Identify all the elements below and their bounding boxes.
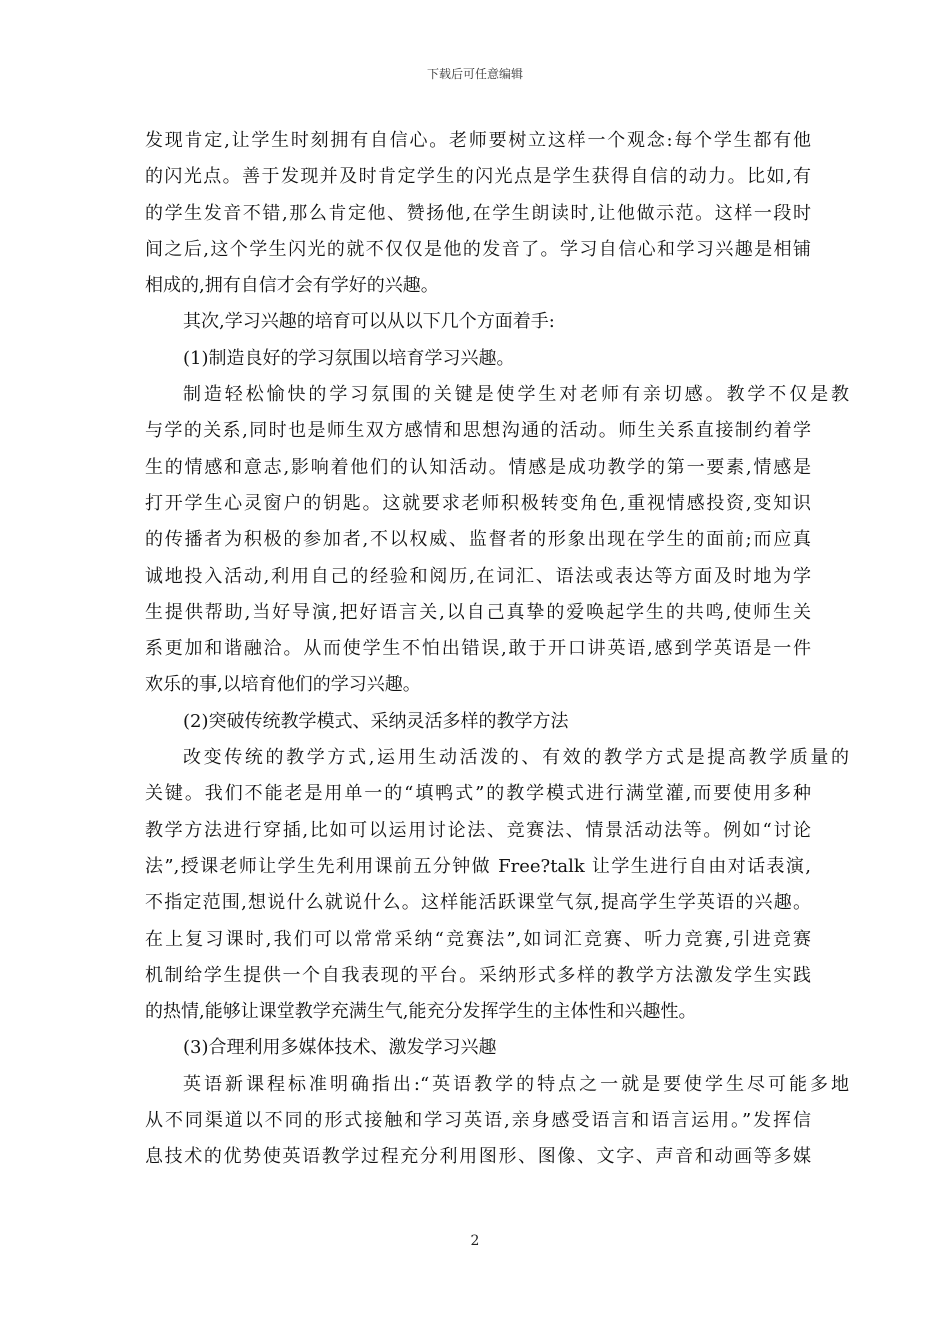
- page-number: 2: [470, 1233, 480, 1249]
- text-line: 生提供帮助,当好导演,把好语言关,以自己真挚的爱唤起学生的共鸣,使师生关: [145, 601, 811, 623]
- text-line: 系更加和谐融洽。从而使学生不怕出错误,敢于开口讲英语,感到学英语是一件: [145, 638, 811, 660]
- text-line: 从不同渠道以不同的形式接触和学习英语,亲身感受语言和语言运用。”发挥信: [145, 1110, 811, 1132]
- text-line: 发现肯定,让学生时刻拥有自信心。老师要树立这样一个观念:每个学生都有他: [145, 130, 811, 151]
- text-line: 相成的,拥有自信才会有学好的兴趣。: [145, 275, 439, 297]
- text-line: 生的情感和意志,影响着他们的认知活动。情感是成功教学的第一要素,情感是: [145, 456, 811, 478]
- text-line: 法”,授课老师让学生先利用课前五分钟做 Free?talk 让学生进行自由对话表演,: [145, 855, 811, 877]
- text-line: 制造轻松愉快的学习氛围的关键是使学生对老师有亲切感。教学不仅是教: [183, 384, 849, 406]
- text-line: 欢乐的事,以培育他们的学习兴趣。: [145, 674, 421, 696]
- text-line: (2)突破传统教学模式、采纳灵活多样的教学方法: [183, 710, 569, 732]
- text-line: 机制给学生提供一个自我表现的平台。采纳形式多样的教学方法激发学生实践: [145, 964, 811, 986]
- text-line: 不指定范围,想说什么就说什么。这样能活跃课堂气氛,提高学生学英语的兴趣。: [145, 892, 811, 914]
- text-line: (3)合理利用多媒体技术、激发学习兴趣: [183, 1037, 497, 1059]
- text-line: 英语新课程标准明确指出:“英语教学的特点之一就是要使学生尽可能多地: [183, 1073, 849, 1095]
- text-line: 关键。我们不能老是用单一的“填鸭式”的教学模式进行满堂灌,而要使用多种: [145, 783, 811, 805]
- page-header: 下载后可任意编辑: [426, 67, 523, 81]
- text-line: 的学生发音不错,那么肯定他、赞扬他,在学生朗读时,让他做示范。这样一段时: [145, 202, 811, 224]
- text-line: 息技术的优势使英语教学过程充分利用图形、图像、文字、声音和动画等多媒: [145, 1146, 811, 1168]
- text-line: (1)制造良好的学习氛围以培育学习兴趣。: [183, 347, 515, 369]
- text-line: 在上复习课时,我们可以常常采纳“竞赛法”,如词汇竞赛、听力竞赛,引进竞赛: [145, 928, 811, 950]
- text-line: 改变传统的教学方式,运用生动活泼的、有效的教学方式是提高教学质量的: [183, 747, 849, 769]
- text-line: 的闪光点。善于发现并及时肯定学生的闪光点是学生获得自信的动力。比如,有: [145, 166, 811, 188]
- text-line: 的传播者为积极的参加者,不以权威、监督者的形象出现在学生的面前;而应真: [145, 529, 811, 551]
- document-body: [145, 128, 849, 1181]
- text-line: 的热情,能够让课堂教学充满生气,能充分发挥学生的主体性和兴趣性。: [145, 1001, 697, 1023]
- text-line: 其次,学习兴趣的培育可以从以下几个方面着手:: [183, 311, 555, 333]
- text-line: 与学的关系,同时也是师生双方感情和思想沟通的活动。师生关系直接制约着学: [145, 420, 811, 442]
- text-line: 间之后,这个学生闪光的就不仅仅是他的发音了。学习自信心和学习兴趣是相铺: [145, 238, 811, 260]
- text-line: 教学方法进行穿插,比如可以运用讨论法、竞赛法、情景活动法等。例如“讨论: [145, 819, 811, 841]
- text-line: 诚地投入活动,利用自己的经验和阅历,在词汇、语法或表达等方面及时地为学: [145, 565, 811, 587]
- text-line: 打开学生心灵窗户的钥匙。这就要求老师积极转变角色,重视情感投资,变知识: [145, 492, 811, 514]
